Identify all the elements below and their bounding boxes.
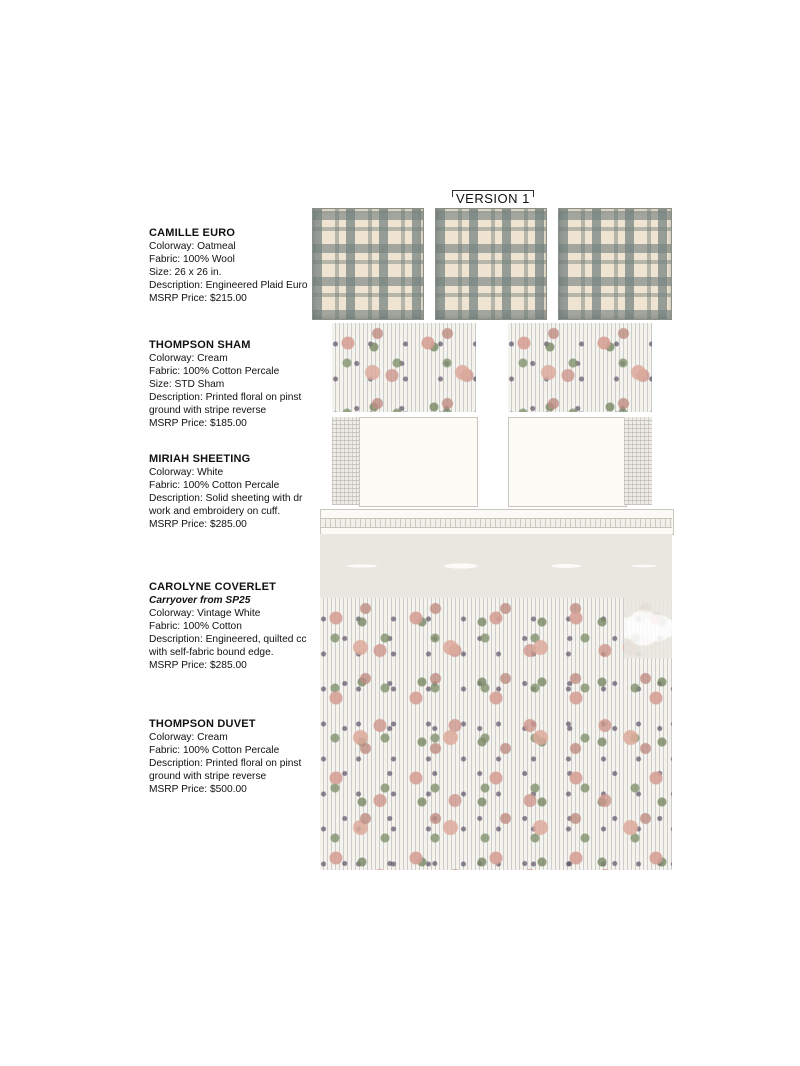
spec-line: Fabric: 100% Cotton Percale (149, 745, 280, 756)
spec-thompson-duvet (149, 718, 309, 796)
product-name: THOMPSON SHAM (149, 339, 251, 351)
spec-line: Description: Printed floral on pinst (149, 392, 302, 403)
spec-line: Colorway: Cream (149, 732, 228, 743)
spec-line: with self-fabric bound edge. (149, 647, 274, 658)
spec-line: Description: Engineered Plaid Euro (149, 280, 308, 291)
euro-pillow-swatch (312, 208, 424, 320)
spec-line: Fabric: 100% Cotton (149, 621, 242, 632)
spec-line: ground with stripe reverse (149, 405, 267, 416)
spec-thompson-sham (149, 339, 309, 430)
product-name: THOMPSON DUVET (149, 718, 256, 730)
spec-line: Size: STD Sham (149, 379, 225, 390)
spec-line: MSRP Price: $215.00 (149, 293, 247, 304)
version-label: VERSION 1 (452, 190, 534, 206)
spec-line: MSRP Price: $285.00 (149, 660, 247, 671)
coverlet-fold (320, 534, 672, 598)
spec-line: MSRP Price: $500.00 (149, 784, 247, 795)
spec-line: Colorway: Vintage White (149, 608, 261, 619)
pillowcase-swatch (359, 417, 478, 507)
duvet-floral-swatch (320, 598, 672, 870)
spec-line: Fabric: 100% Cotton Percale (149, 366, 280, 377)
pillowcase-swatch (508, 417, 627, 507)
spec-line: Description: Engineered, quilted cc (149, 634, 307, 645)
sheet-embroidered-band (320, 518, 672, 528)
carryover-note: Carryover from SP25 (149, 595, 251, 606)
spec-line: Colorway: Cream (149, 353, 228, 364)
spec-line: MSRP Price: $185.00 (149, 418, 247, 429)
pillowcase-cuff (624, 417, 652, 505)
spec-line: ground with stripe reverse (149, 771, 267, 782)
product-name: MIRIAH SHEETING (149, 453, 251, 465)
spec-line: Size: 26 x 26 in. (149, 267, 222, 278)
spec-line: Colorway: White (149, 467, 224, 478)
spec-line: Fabric: 100% Wool (149, 254, 235, 265)
spec-camille-euro (149, 227, 309, 305)
pillowcase-cuff (332, 417, 360, 505)
spec-line: Description: Solid sheeting with dr (149, 493, 303, 504)
spec-carolyne-coverlet (149, 581, 309, 672)
spec-miriah-sheeting (149, 453, 309, 531)
euro-pillow-swatch (435, 208, 547, 320)
spec-line: work and embroidery on cuff. (149, 506, 281, 517)
spec-line: Description: Printed floral on pinst (149, 758, 302, 769)
spec-line: MSRP Price: $285.00 (149, 519, 247, 530)
spec-line: Colorway: Oatmeal (149, 241, 236, 252)
coverlet-corner (624, 598, 672, 658)
euro-pillow-swatch (558, 208, 672, 320)
sham-floral-swatch (332, 323, 476, 412)
product-name: CAROLYNE COVERLET (149, 581, 277, 593)
sham-floral-swatch (508, 323, 652, 412)
product-name: CAMILLE EURO (149, 227, 236, 239)
spec-line: Fabric: 100% Cotton Percale (149, 480, 280, 491)
